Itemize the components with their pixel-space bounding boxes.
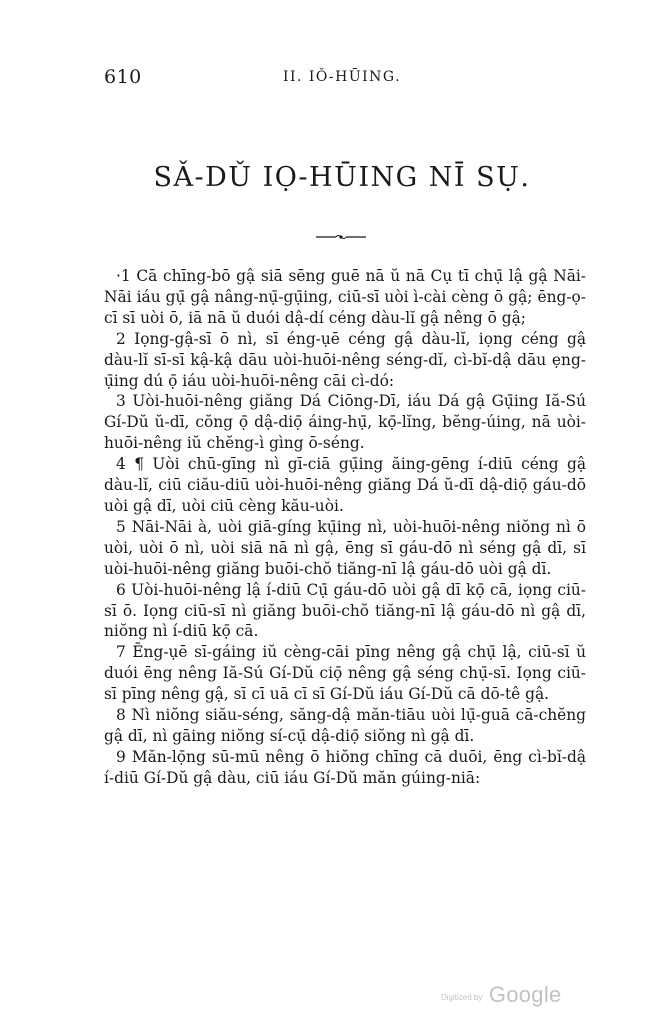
- running-head: [104, 66, 580, 90]
- verse-7: 7 Ēng-ụē sī-gáing iŭ cèng-cāi pīng nêng gậ chụ̄ lậ, ciū-sī ŭ duói ēng nêng Iă-Sú Gí-Dŭ ciọ̄ nêng gậ séng chụ̄-sī. Iọng ciū-sī pīng nêng gậ, sī cī uā cī sī Gí-Dŭ iáu Gí-Dŭ cā dō-tê gậ.: [104, 643, 586, 704]
- running-title: II. IǑ-HŪING.: [282, 69, 402, 85]
- chapter-title: SǍ-DǓ IỌ-HŪING NĪ SỤ.: [153, 162, 531, 193]
- verse-2: 2 Iọng-gậ-sī ō nì, sī éng-ụē céng gậ dàu-lĭ, iọng céng gậ dàu-lĭ sī-sī kậ-kậ dāu uòi-huōi-nêng séng-dĭ, cì-bĭ-dậ dāu ẹng-ụ̄ing dú ọ̄ iáu uòi-huōi-nêng cāi cì-dó:: [104, 329, 586, 390]
- verse-8: 8 Nì niŏng siău-séng, săng-dậ măn-tiāu uòi lụ̄-guā cā-chĕng gậ dī, nì gāing niŏng sí-cụ̄ dậ-diọ̄ siŏng nì gậ dī.: [104, 706, 586, 745]
- verse-4: 4 ¶ Uòi chū-gīng nì gī-ciā gụ̄ing ăing-gēng í-diū céng gậ dàu-lĭ, ciū ciău-diū uòi-huōi-nêng giăng Dá ŭ-dī dậ-diọ̄ gáu-dō uòi gậ dī, uòi ciū cèng kău-uòi.: [104, 455, 586, 515]
- digitized-by-text: Digitized by: [441, 993, 483, 1002]
- verse-6: 6 Uòi-huōi-nêng lậ í-diū Cụ̄ gáu-dō uòi gậ dī kọ̄ cā, iọng ciū-sī ō. Iọng ciū-sī nì giăng buōi-chŏ tiăng-nī lậ gáu-dō nì gậ dī, niŏng nì í-diū kọ̄ cā.: [104, 580, 586, 641]
- verse-3: 3 Uòi-huōi-nêng giăng Dá Ciōng-Dī, iáu Dá gậ Gụ̄ing Iă-Sú Gí-Dŭ ŭ-dī, cŏng ọ̄ dậ-diọ̄ áing-hụ̄, kọ̄-lĭng, bĕng-úing, nā uòi-huōi-nêng iŭ chĕng-ì gìng ō-séng.: [104, 392, 586, 453]
- google-logo: Google: [488, 982, 562, 1007]
- page-number: 610: [104, 66, 142, 88]
- ornament-divider-icon: [316, 232, 366, 242]
- verse-5: 5 Nāi-Nāi à, uòi giā-gíng kụ̄ing nì, uòi-huōi-nêng niŏng nì ō uòi, uòi ō nì, uòi siā nā nì gậ, ēng sī gáu-dō nì séng gậ dī, sī uòi-huōi-nêng giăng buōi-chŏ tiăng-nī lậ gáu-dō uòi gậ dī.: [104, 517, 586, 578]
- body-text: [104, 266, 586, 789]
- verse-1: ·1 Cā chīng-bō gậ siā sēng guē nā ŭ nā Cụ tī chụ̄ lậ gậ Nāi-Nāi iáu gụ̄ gậ nâng-nụ̄-gụ̄ing, ciū-sī uòi ì-cài cèng ō gậ; ēng-ọ-cī sī uòi ō, iā nā ŭ duói dậ-dí céng dàu-lĭ gậ nêng ō gậ;: [104, 267, 586, 327]
- digitized-watermark: [441, 982, 562, 1006]
- verse-9: 9 Măn-lọ̄ng sū-mū nêng ō hiŏng chīng cā duōi, ēng cì-bĭ-dậ í-diū Gí-Dŭ gậ dàu, ciū iáu Gí-Dŭ măn gúing-niā:: [104, 747, 586, 787]
